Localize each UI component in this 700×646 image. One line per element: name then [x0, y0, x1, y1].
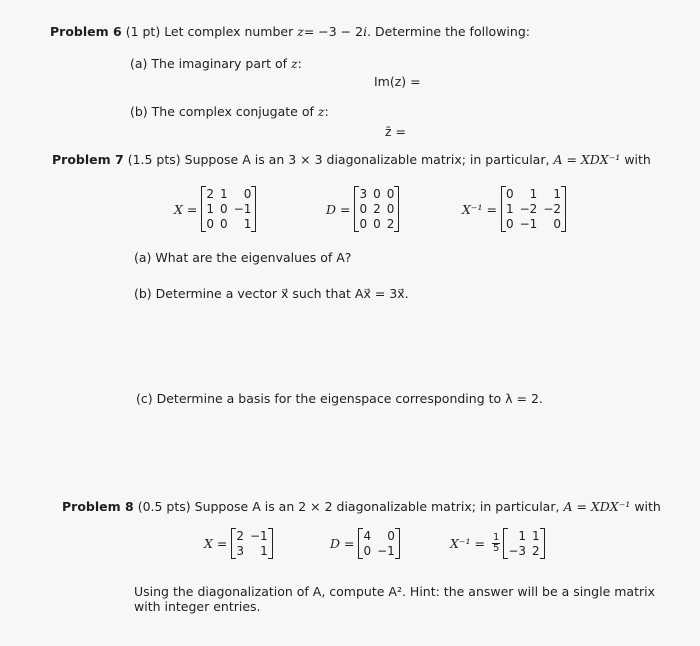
problem-6-title: Problem 6 — [50, 24, 122, 39]
matrix-x-3x3: X = 2 1 0 1 0 −1 0 0 1 — [174, 186, 256, 232]
matrix-entry: 4 — [363, 529, 372, 543]
matrix-entry: 0 — [359, 202, 368, 216]
matrix-entry: 0 — [243, 187, 252, 201]
matrix-entry: 1 — [532, 529, 540, 543]
matrix-entry: 1 — [505, 202, 514, 216]
matrix-entry: 0 — [373, 217, 381, 231]
problem-7-part-c: (c) Determine a basis for the eigenspace corresponding to λ = 2. — [136, 391, 543, 406]
problem-8-points: (0.5 pts) — [137, 499, 191, 514]
matrix-entry: 0 — [505, 187, 514, 201]
matrix-entry: 1 — [206, 202, 214, 216]
problem-6-part-a-answer: Im(z) = — [374, 74, 421, 89]
matrix-x-inverse-2x2: X⁻¹ = $\frac{1}{5}$ 1 1 −3 2 — [450, 528, 545, 559]
problem-7-part-a: (a) What are the eigenvalues of A? — [134, 250, 352, 265]
fraction-one-fifth: $\frac{1}{5}$ — [492, 532, 500, 554]
problem-8-title: Problem 8 — [62, 499, 134, 514]
matrix-entry: −2 — [519, 202, 538, 216]
matrix-entry: 0 — [206, 217, 214, 231]
matrix-entry: 3 — [236, 544, 244, 558]
problem-8-formula: A = XDX⁻¹ — [563, 499, 631, 514]
problem-6-intro: Let complex number — [164, 24, 294, 39]
problem-6-part-a: (a) The imaginary part of z: — [130, 56, 302, 71]
matrix-entry: 0 — [553, 217, 562, 231]
problem-8-text-line-2: with integer entries. — [134, 599, 261, 614]
matrix-entry: 0 — [387, 529, 395, 543]
matrix-entry: 1 — [518, 529, 527, 543]
matrix-entry: 0 — [220, 217, 228, 231]
problem-7-intro: Suppose A is an 3 × 3 diagonalizable matrix; in particular, — [184, 152, 550, 167]
matrix-x-inverse-2x2-entries — [508, 529, 539, 558]
matrix-entry: −1 — [519, 217, 538, 231]
matrix-entry: −1 — [250, 529, 268, 543]
problem-6-heading — [50, 24, 530, 39]
problem-7-title: Problem 7 — [52, 152, 124, 167]
problem-8-heading — [62, 499, 661, 514]
matrix-entry: 2 — [236, 529, 244, 543]
matrix-entry: 1 — [553, 187, 562, 201]
matrix-entry: 0 — [386, 187, 395, 201]
matrix-entry: 0 — [386, 202, 395, 216]
problem-6-z-eq: = −3 − 2 — [303, 24, 364, 39]
matrix-entry: 0 — [373, 187, 381, 201]
problem-8-text-line-1: Using the diagonalization of A, compute A². Hint: the answer will be a single matrix — [134, 584, 655, 599]
problem-7-part-b: (b) Determine a vector x⃗ such that Ax⃗ = 3x⃗. — [134, 286, 409, 301]
matrix-entry: −3 — [508, 544, 527, 558]
problem-6-points: (1 pt) — [125, 24, 161, 39]
problem-7-formula: A = XDX⁻¹ — [553, 152, 621, 167]
problem-6-part-b-answer: z̄ = — [385, 124, 407, 139]
matrix-entry: 0 — [220, 202, 228, 216]
matrix-x-2x2-entries — [236, 529, 267, 558]
problem-7-with: with — [624, 152, 651, 167]
matrix-x-inverse-3x3-entries — [506, 187, 561, 231]
matrix-entry: 3 — [359, 187, 368, 201]
matrix-entry: 2 — [386, 217, 395, 231]
problem-6-part-b: (b) The complex conjugate of z: — [130, 104, 329, 119]
problem-6-z-i: i — [363, 24, 368, 39]
matrix-d-3x3-entries — [359, 187, 394, 231]
matrix-entry: 0 — [505, 217, 514, 231]
matrix-d-2x2-entries — [363, 529, 394, 558]
matrix-x-3x3-entries — [206, 187, 251, 231]
matrix-entry: 2 — [532, 544, 540, 558]
matrix-x-inverse-3x3: X⁻¹ = 0 1 1 1 −2 −2 0 −1 0 — [462, 186, 566, 232]
problem-8-intro: Suppose A is an 2 × 2 diagonalizable matrix; in particular, — [194, 499, 560, 514]
matrix-entry: 1 — [243, 217, 252, 231]
matrix-entry: 0 — [359, 217, 368, 231]
matrix-entry: 1 — [260, 544, 268, 558]
matrix-entry: 1 — [220, 187, 228, 201]
matrix-d-2x2: D = 4 0 0 −1 — [330, 528, 400, 559]
matrix-d-3x3: D = 3 0 0 0 2 0 0 0 2 — [326, 186, 399, 232]
matrix-entry: −1 — [233, 202, 252, 216]
matrix-entry: 2 — [206, 187, 214, 201]
matrix-x-2x2: X = 2 −1 3 1 — [204, 528, 273, 559]
problem-8-with: with — [634, 499, 661, 514]
matrix-entry: −1 — [377, 544, 395, 558]
problem-6-z-var: z — [297, 24, 304, 39]
matrix-entry: −2 — [543, 202, 562, 216]
problem-6-tail: . Determine the following: — [367, 24, 530, 39]
problem-7-points: (1.5 pts) — [127, 152, 181, 167]
matrix-entry: 0 — [363, 544, 372, 558]
matrix-entry: 1 — [529, 187, 538, 201]
problem-7-heading — [52, 152, 651, 167]
matrix-entry: 2 — [373, 202, 381, 216]
